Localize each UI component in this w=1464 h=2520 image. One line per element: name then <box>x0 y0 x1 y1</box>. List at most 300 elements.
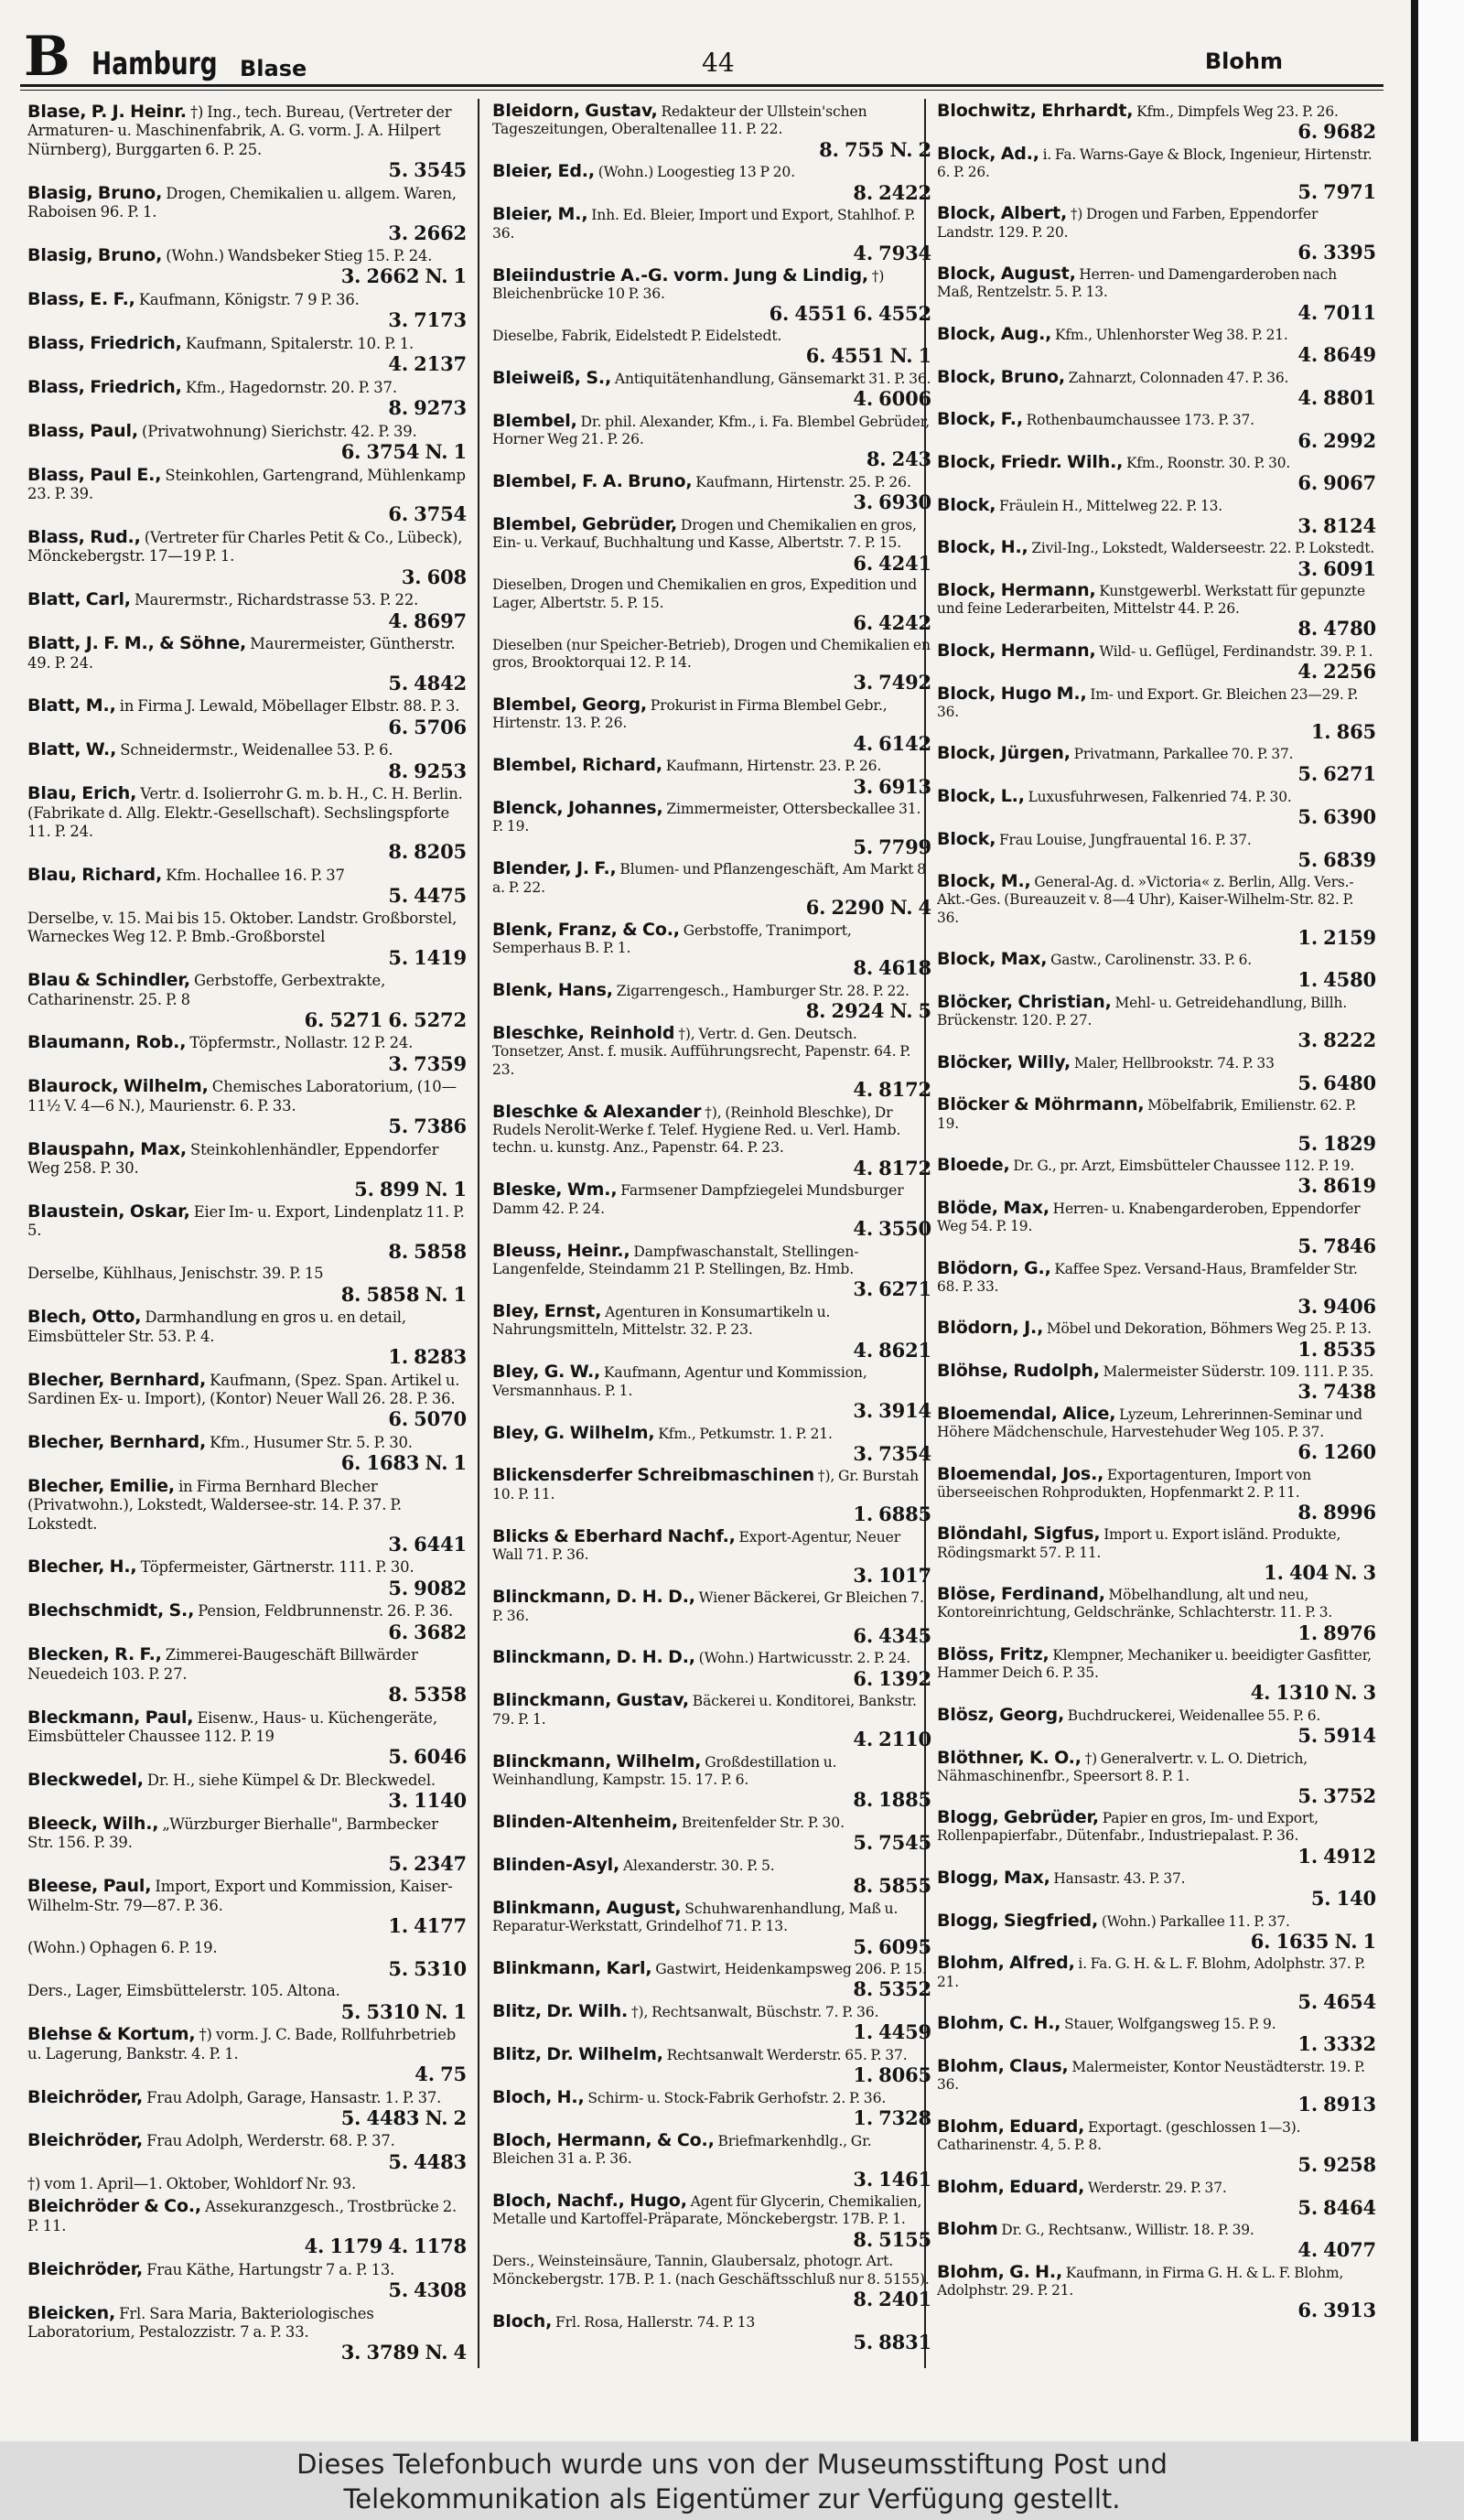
entry-name: Bleese, Paul, <box>27 1876 152 1897</box>
entry-details: Zimmerei-Baugeschäft Billwärder Neuedeich 103. P. 27. <box>27 1646 418 1683</box>
entry-details: Ders., Lager, Eimsbüttelerstr. 105. Altona. <box>27 1982 340 2000</box>
phone-number: 8. 243 <box>866 447 931 471</box>
entry-details: Gastwirt, Heidenkampsweg 206. P. 15. <box>655 1961 927 1978</box>
directory-entry <box>27 1140 467 1200</box>
phone-number: 5. 7386 <box>388 1115 467 1138</box>
entry-name: Blauspahn, Max, <box>27 1138 187 1159</box>
phone-number: 8. 9273 <box>388 396 467 420</box>
phone-number: 1. 8283 <box>388 1345 467 1369</box>
directory-entry <box>937 326 1376 365</box>
phone-number: 8. 1885 <box>853 1788 931 1812</box>
entry-name: Blaurock, Wilhelm, <box>27 1076 209 1097</box>
entry-details: Agenturen in Konsumartikeln u. Nahrungsmitteln, Mittelstr. 32. P. 23. <box>492 1303 831 1339</box>
directory-entry <box>937 411 1376 450</box>
directory-entry <box>492 2192 931 2250</box>
entry-details: (Wohn.) Hartwicusstr. 2. P. 24. <box>698 1650 911 1667</box>
phone-number: 6. 9682 <box>1297 120 1376 144</box>
entry-details: Eier Im- u. Export, Lindenplatz 11. P. 5. <box>27 1203 465 1240</box>
directory-entry <box>492 264 931 326</box>
phone-number: 5. 9082 <box>388 1576 467 1599</box>
directory-entry <box>937 1319 1376 1359</box>
directory-entry <box>492 1422 931 1465</box>
entry-details: Dr. H., siehe Kümpel & Dr. Bleckwedel. <box>146 1771 436 1789</box>
phone-number: 6. 3682 <box>388 1620 467 1643</box>
directory-entry <box>937 2015 1376 2054</box>
entry-name: Block, <box>937 494 996 515</box>
directory-entry <box>492 1854 931 1898</box>
phone-number: 5. 6095 <box>853 1934 931 1958</box>
directory-entry <box>937 2221 1376 2260</box>
phone-number: 3. 6930 <box>853 490 931 514</box>
column-divider <box>478 99 479 2368</box>
entry-name: Bleschke, Reinhold <box>492 1022 675 1043</box>
directory-entry <box>492 2043 931 2087</box>
directory-entry <box>937 1646 1376 1703</box>
phone-number: 3. 6913 <box>853 774 931 798</box>
entry-name: Blenck, Johannes, <box>492 798 663 819</box>
directory-entry <box>492 102 931 160</box>
entry-details: Kaufmann, Agentur und Kommission, Versmannhaus. P. 1. <box>492 1364 867 1399</box>
entry-name: Blenk, Franz, & Co., <box>492 919 680 940</box>
entry-details: Schneidermstr., Weidenallee 53. P. 6. <box>120 741 393 759</box>
directory-entry <box>27 1877 467 1936</box>
phone-number: 4. 8172 <box>853 1156 931 1179</box>
directory-entry <box>27 2175 467 2193</box>
phone-number: 8. 8996 <box>1297 1500 1376 1524</box>
entry-details: †) Drogen und Farben, Eppendorfer Landstr. 129. P. 20. <box>937 206 1319 241</box>
entry-details: Briefmarkenhdlg., Gr. Bleichen 31 a. P. 36. <box>492 2132 872 2168</box>
entry-details: Dieselbe, Fabrik, Eidelstedt P. Eidelstedt. <box>492 327 782 344</box>
entry-name: Bleichröder, <box>27 2258 144 2279</box>
entry-details: Zimmermeister, Ottersbeckallee 31. P. 19. <box>492 801 921 835</box>
directory-entry <box>937 1586 1376 1642</box>
entry-details: Assekuranzgesch., Trostbrücke 2. P. 11. <box>27 2198 458 2235</box>
entry-details: Kaufmann, in Firma G. H. & L. F. Blohm, Adolphstr. 29. P. 21. <box>937 2264 1344 2299</box>
directory-entry <box>27 422 467 462</box>
entry-name: Block, Albert, <box>937 203 1068 224</box>
entry-name: Blödorn, G., <box>937 1257 1051 1278</box>
phone-number: 8. 8205 <box>388 840 467 864</box>
entry-name: Bleske, Wm., <box>492 1179 618 1201</box>
directory-entry <box>492 2086 931 2130</box>
phone-number: 6. 3395 <box>1297 240 1376 264</box>
directory-entry <box>27 1601 467 1642</box>
entry-details: Frl. Rosa, Hallerstr. 74. P. 13 <box>554 2313 756 2331</box>
entry-details: Dieselben, Drogen und Chemikalien en gros, Expedition und Lager, Albertstr. 5. P. 15. <box>492 576 918 611</box>
directory-entry <box>27 910 467 968</box>
phone-number: 6. 5706 <box>388 715 467 738</box>
entry-details: General-Ag. d. »Victoria« z. Berlin, Allg. Vers.-Akt.-Ges. (Bureauzeit v. 8—4 Uhr), Kaiser-Wilhelm-Str. 82. P. 36. <box>937 874 1354 926</box>
entry-details: Kunstgewerbl. Werkstatt für gepunzte und feine Lederarbeiten, Mittelstr 44. P. 26. <box>937 583 1365 618</box>
directory-entry <box>27 2025 467 2084</box>
entry-name: Block, Hermann, <box>937 640 1096 661</box>
entry-details: Drogen, Chemikalien u. allgem. Waren, Raboisen 96. P. 1. <box>27 184 457 221</box>
entry-details: (Wohn.) Wandsbeker Stieg 15. P. 24. <box>166 247 433 265</box>
directory-entry <box>492 1811 931 1855</box>
directory-entry <box>492 1692 931 1750</box>
phone-number: 3. 3789 N. 4 <box>340 2341 467 2364</box>
directory-entry <box>27 2131 467 2171</box>
entry-name: Blinckmann, D. H. D., <box>492 1587 695 1608</box>
phone-number: 5. 5310 <box>388 1956 467 1980</box>
entry-details: Kaufmann, Spitalerstr. 10. P. 1. <box>185 334 414 352</box>
directory-entry <box>27 378 467 418</box>
phone-number: 3. 7438 <box>1297 1380 1376 1404</box>
entry-details: Möbelfabrik, Emilienstr. 62. P. 19. <box>937 1097 1357 1132</box>
directory-entry <box>27 2304 467 2364</box>
phone-number: 1. 4912 <box>1297 1844 1376 1868</box>
phone-number: 3. 608 <box>401 565 467 588</box>
entry-name: Blass, Paul E., <box>27 464 162 485</box>
entry-details: Derselbe, Kühlhaus, Jenischstr. 39. P. 15 <box>27 1265 324 1283</box>
directory-entry <box>27 634 467 694</box>
phone-number: 8. 755 N. 2 <box>819 137 931 161</box>
directory-entry <box>937 2118 1376 2175</box>
entry-details: Dr. phil. Alexander, Kfm., i. Fa. Blembel Gebrüder, Horner Weg 21. P. 26. <box>492 413 931 448</box>
entry-details: Exportagenturen, Import von überseeischen Rohprodukten, Hopfenmarkt 2. P. 11. <box>937 1466 1311 1501</box>
entry-name: Bleiweiß, S., <box>492 367 612 388</box>
phone-number: 4. 6142 <box>853 731 931 755</box>
phone-number: 4. 7011 <box>1297 300 1376 324</box>
directory-entry <box>937 1051 1376 1094</box>
entry-details: Klempner, Mechaniker u. beeidigter Gasfitter, Hammer Deich 6. P. 35. <box>937 1647 1372 1682</box>
directory-entry <box>492 1588 931 1646</box>
entry-details: Zigarrengesch., Hamburger Str. 28. P. 22. <box>616 982 910 999</box>
phone-number: 3. 7492 <box>853 671 931 695</box>
entry-details: Dr. G., Rechtsanw., Willistr. 18. P. 39. <box>1001 2222 1254 2239</box>
entry-details: Rechtsanwalt Werderstr. 65. P. 37. <box>666 2046 908 2063</box>
entry-name: Blender, J. F., <box>492 858 617 879</box>
entry-details: †) Bleichenbrücke 10 P. 36. <box>492 267 885 302</box>
entry-name: Blecher, H., <box>27 1556 137 1578</box>
entry-details: (Wohn.) Loogestieg 13 P 20. <box>597 164 796 181</box>
directory-entry <box>492 513 931 575</box>
entry-details: Alexanderstr. 30. P. 5. <box>622 1857 775 1874</box>
directory-entry <box>937 366 1376 409</box>
entry-details: Export-Agentur, Neuer Wall 71. P. 36. <box>492 1528 900 1564</box>
entry-name: Blöcker, Willy, <box>937 1051 1071 1072</box>
entry-name: Blehse & Kortum, <box>27 2024 196 2045</box>
phone-number: 6. 4241 <box>853 551 931 575</box>
entry-details: Blumen- und Pflanzengeschäft, Am Markt 8 a. P. 22. <box>492 861 926 896</box>
directory-entry <box>27 1477 467 1555</box>
entry-name: Block, Hugo M., <box>937 683 1087 704</box>
directory-entry <box>27 466 467 525</box>
directory-entry <box>27 334 467 374</box>
phone-number: 6. 5271 6. 5272 <box>304 1007 467 1031</box>
phone-number: 6. 4551 N. 1 <box>805 344 931 368</box>
directory-column-2 <box>492 102 931 2372</box>
phone-number: 6. 5070 <box>388 1407 467 1431</box>
phone-number: 5. 5914 <box>1297 1724 1376 1747</box>
directory-entry <box>492 2253 931 2310</box>
entry-details: Großdestillation u. Weinhandlung, Kampstr. 15. 17. P. 6. <box>492 1753 837 1789</box>
entry-details: Derselbe, v. 15. Mai bis 15. Oktober. Landstr. Großborstel, Warneckes Weg 12. P. Bmb.-Großborstel <box>27 909 458 946</box>
entry-details: Ders., Weinsteinsäure, Tannin, Glaubersalz, photogr. Art. Mönckebergstr. 17B. P. 1. (nach Geschäftsschluß nur 8. 5155). <box>492 2253 930 2288</box>
phone-number: 3. 6271 <box>853 1277 931 1301</box>
directory-entry <box>492 163 931 202</box>
header-divider <box>20 84 1383 87</box>
entry-details: in Firma J. Lewald, Möbellager Elbstr. 88. P. 3. <box>119 697 460 716</box>
entry-name: Block, Ad., <box>937 143 1039 164</box>
phone-number: 6. 9067 <box>1297 471 1376 495</box>
phone-number: 4. 7934 <box>853 242 931 265</box>
phone-number: 4. 2137 <box>388 352 467 376</box>
entry-name: Blembel, F. A. Bruno, <box>492 470 693 491</box>
entry-name: Bloch, H., <box>492 2086 585 2107</box>
directory-entry <box>937 2176 1376 2219</box>
entry-name: Blöde, Max, <box>937 1197 1050 1218</box>
entry-details: Wild- u. Geflügel, Ferdinandstr. 39. P. 1. <box>1099 642 1373 660</box>
phone-number: 5. 4483 <box>388 2149 467 2173</box>
directory-entry <box>937 1955 1376 2011</box>
phone-number: 1. 8976 <box>1297 1621 1376 1644</box>
entry-name: Blöhse, Rudolph, <box>937 1361 1100 1382</box>
entry-name: Bleckwedel, <box>27 1769 144 1790</box>
entry-name: Blecher, Emilie, <box>27 1475 175 1496</box>
binding-shadow <box>1411 0 1418 2441</box>
phone-number: 5. 8831 <box>853 2331 931 2354</box>
phone-number: 1. 4459 <box>853 2020 931 2044</box>
directory-entry <box>492 328 931 366</box>
phone-number: 8. 5155 <box>853 2227 931 2251</box>
directory-entry <box>27 2260 467 2300</box>
entry-name: Blinden-Asyl, <box>492 1854 620 1875</box>
phone-number: 5. 140 <box>1310 1887 1376 1911</box>
entry-details: Malermeister Süderstr. 109. 111. P. 35. <box>1103 1363 1374 1381</box>
entry-name: Blau, Erich, <box>27 783 137 804</box>
phone-number: 8. 5358 <box>388 1683 467 1707</box>
entry-name: Blembel, Gebrüder, <box>492 513 678 534</box>
page-number: 44 <box>702 48 735 78</box>
phone-number: 6. 2992 <box>1297 428 1376 452</box>
entry-name: Blech, Otto, <box>27 1307 142 1328</box>
entry-name: Bleichröder, <box>27 2130 144 2151</box>
entry-details: Kfm., Uhlenhorster Weg 38. P. 21. <box>1055 327 1288 344</box>
directory-entry <box>937 951 1376 990</box>
directory-entry <box>492 1101 931 1179</box>
directory-entry <box>492 1649 931 1688</box>
directory-entry <box>937 1463 1376 1524</box>
entry-details: †), Vertr. d. Gen. Deutsch. Tonsetzer, Anst. f. musik. Aufführungsrecht, Papenstr. 64. P. 23. <box>492 1025 911 1078</box>
directory-entry <box>492 206 931 264</box>
phone-number: 6. 1392 <box>853 1666 931 1690</box>
entry-details: Exportagt. (geschlossen 1—3). Catharinenstr. 4, 5. P. 8. <box>937 2118 1301 2153</box>
entry-name: Blechschmidt, S., <box>27 1600 195 1621</box>
page-edge <box>1411 0 1464 2441</box>
phone-number: 4. 4077 <box>1297 2238 1376 2262</box>
entry-name: Blinkmann, August, <box>492 1897 682 1918</box>
phone-number: 1. 8065 <box>853 2063 931 2087</box>
directory-entry <box>937 1809 1376 1866</box>
entry-name: Bleichröder, <box>27 2086 144 2107</box>
directory-entry <box>27 2197 467 2256</box>
phone-number: 6. 4551 6. 4552 <box>769 302 931 326</box>
entry-name: Bleicken, <box>27 2302 116 2323</box>
entry-details: Kaufmann, Königstr. 7 9 P. 36. <box>138 290 360 308</box>
entry-details: Farmsener Dampfziegelei Mundsburger Damm 42. P. 24. <box>492 1182 904 1217</box>
entry-name: Blase, P. J. Heinr. <box>27 102 187 122</box>
entry-name: Block, Max, <box>937 949 1048 970</box>
entry-name: Bley, Ernst, <box>492 1300 602 1321</box>
directory-entry <box>937 102 1376 142</box>
directory-entry <box>492 800 931 857</box>
entry-details: Kaffee Spez. Versand-Haus, Bramfelder Str. 68. P. 33. <box>937 1260 1358 1295</box>
directory-entry <box>27 740 467 781</box>
footer-line-2: Telekommunikation als Eigentümer zur Verfügung gestellt. <box>343 2483 1121 2515</box>
entry-details: Stauer, Wolfgangsweg 15. P. 9. <box>1064 2016 1276 2033</box>
directory-entry <box>937 642 1376 682</box>
entry-details: Inh. Ed. Bleier, Import und Export, Stahlhof. P. 36. <box>492 207 916 242</box>
entry-details: i. Fa. G. H. & L. F. Blohm, Adolphstr. 37. P. 21. <box>937 1955 1366 1990</box>
phone-number: 4. 8801 <box>1297 385 1376 409</box>
directory-entry <box>27 1771 467 1811</box>
directory-entry <box>27 1202 467 1262</box>
phone-number: 1. 8913 <box>1297 2093 1376 2116</box>
phone-number: 3. 1461 <box>853 2167 931 2191</box>
directory-entry <box>27 1077 467 1136</box>
entry-name: Block, Aug., <box>937 324 1052 345</box>
entry-name: Blatt, W., <box>27 739 117 760</box>
entry-details: Steinkohlen, Gartengrand, Mühlenkamp 23. P. 39. <box>27 466 466 502</box>
phone-number: 3. 1017 <box>853 1563 931 1587</box>
entry-name: Blohm, Alfred, <box>937 1953 1075 1974</box>
entry-details: Darmhandlung en gros u. en detail, Eimsbütteler Str. 53. P. 4. <box>27 1308 406 1345</box>
entry-name: Blösz, Georg, <box>937 1704 1065 1725</box>
phone-number: 5. 1829 <box>1297 1131 1376 1155</box>
phone-number: 5. 5310 N. 1 <box>340 1999 467 2023</box>
directory-entry <box>27 1033 467 1073</box>
entry-details: Kfm., Husumer Str. 5. P. 30. <box>210 1433 413 1451</box>
phone-number: 3. 6441 <box>388 1532 467 1556</box>
entry-name: Block, F., <box>937 409 1023 430</box>
phone-number: 4. 8172 <box>853 1078 931 1102</box>
phone-number: 5. 6046 <box>388 1745 467 1769</box>
entry-details: Kfm., Hagedornstr. 20. P. 37. <box>185 378 397 396</box>
directory-entry <box>492 1467 931 1524</box>
entry-details: Import, Export und Kommission, Kaiser-Wilhelm-Str. 79—87. P. 36. <box>27 1878 453 1914</box>
entry-details: Eisenw., Haus- u. Küchengeräte, Eimsbütteler Chaussee 112. P. 19 <box>27 1708 437 1745</box>
entry-name: Bleier, M., <box>492 204 588 225</box>
entry-name: Blasig, Bruno, <box>27 245 163 266</box>
entry-details: Kfm., Petkumstr. 1. P. 21. <box>658 1425 833 1442</box>
directory-entry <box>27 1982 467 2021</box>
entry-details: Schuhwarenhandlung, Maß u. Reparatur-Werkstatt, Grindelhof 71. P. 13. <box>492 1900 899 1935</box>
entry-name: Blinckmann, Wilhelm, <box>492 1750 702 1772</box>
entry-name: Blochwitz, Ehrhardt, <box>937 102 1134 121</box>
phone-number: 3. 2662 N. 1 <box>340 264 467 288</box>
phone-number: 1. 7328 <box>853 2106 931 2130</box>
entry-name: Block, August, <box>937 264 1076 285</box>
entry-details: Luxusfuhrwesen, Falkenried 74. P. 30. <box>1028 788 1292 805</box>
directory-entry <box>937 1197 1376 1258</box>
directory-entry <box>492 1022 931 1102</box>
directory-entry <box>937 205 1376 262</box>
directory-entry <box>492 921 931 979</box>
entry-details: Schirm- u. Stock-Fabrik Gerhofstr. 2. P. 36. <box>587 2089 887 2106</box>
phone-number: 5. 8464 <box>1297 2195 1376 2219</box>
directory-entry <box>937 145 1376 202</box>
phone-number: 1. 2159 <box>1297 925 1376 949</box>
phone-number: 3. 8222 <box>1297 1028 1376 1052</box>
directory-entry <box>27 184 467 243</box>
phone-number: 5. 7545 <box>853 1831 931 1855</box>
page-header <box>20 25 1383 89</box>
entry-details: Pension, Feldbrunnenstr. 26. P. 36. <box>198 1602 454 1621</box>
entry-details: Frau Käthe, Hartungstr 7 a. P. 13. <box>146 2260 395 2278</box>
phone-number: 4. 8649 <box>1297 343 1376 367</box>
entry-name: Block, H., <box>937 537 1028 558</box>
entry-details: (Vertreter für Charles Petit & Co., Lübeck), Mönckebergstr. 17—19 P. 1. <box>27 528 463 565</box>
phone-number: 5. 6390 <box>1297 805 1376 829</box>
entry-details: Malermeister, Kontor Neustädterstr. 19. P. 36. <box>937 2058 1365 2094</box>
phone-number: 5. 4483 N. 2 <box>340 2105 467 2129</box>
entry-name: Blinckmann, D. H. D., <box>492 1647 695 1668</box>
phone-number: 4. 2110 <box>853 1728 931 1751</box>
directory-entry <box>937 265 1376 322</box>
phone-number: 1. 4177 <box>388 1913 467 1937</box>
entry-name: Bloemendal, Jos., <box>937 1463 1104 1484</box>
phone-number: 5. 1419 <box>388 945 467 969</box>
directory-entry <box>492 1960 931 1999</box>
entry-details: Prokurist in Firma Blembel Gebr., Hirtenstr. 13. P. 26. <box>492 696 888 732</box>
directory-entry <box>492 1240 931 1301</box>
directory-entry <box>937 1096 1376 1153</box>
phone-number: 1. 865 <box>1310 719 1376 743</box>
entry-details: Fräulein H., Mittelweg 22. P. 13. <box>999 497 1223 514</box>
entry-name: Blohm <box>937 2219 998 2240</box>
directory-entry <box>492 696 931 754</box>
entry-name: Blinckmann, Gustav, <box>492 1690 689 1711</box>
entry-details: †), (Reinhold Bleschke), Dr Rudels Nerolit-Werke f. Telef. Hygiene Red. u. Verl. Hamb. techn. u. kunstg. Anz., Papenstr. 64. P. 23. <box>492 1104 901 1157</box>
phone-number: 8. 5858 N. 1 <box>340 1282 467 1306</box>
entry-details: Kaufmann, (Spez. Span. Artikel u. Sardinen Ex- u. Import), (Kontor) Neuer Wall 26. 28. P. 36. <box>27 1371 460 1407</box>
entry-name: Block, M., <box>937 871 1031 892</box>
entry-details: Maurermeister, Güntherstr. 49. P. 24. <box>27 635 456 672</box>
entry-name: Blinden-Altenheim, <box>492 1811 678 1832</box>
phone-number: 5. 6271 <box>1297 762 1376 786</box>
phone-number: 4. 1310 N. 3 <box>1250 1681 1376 1705</box>
phone-number: 8. 5858 <box>388 1239 467 1263</box>
directory-entry <box>492 2000 931 2044</box>
phone-number: 4. 2256 <box>1297 660 1376 683</box>
first-entry-keyword: Blase <box>240 56 307 81</box>
entry-name: Blohm, Claus, <box>937 2055 1069 2076</box>
entry-name: Blogg, Max, <box>937 1868 1050 1889</box>
entry-name: Block, L., <box>937 785 1025 806</box>
phone-number: 8. 9253 <box>388 759 467 782</box>
entry-name: Blödorn, J., <box>937 1318 1044 1339</box>
directory-entry <box>27 971 467 1030</box>
entry-details: in Firma Bernhard Blecher (Privatwohn.), Lokstedt, Waldersee-str. 14. P. 37. P. Lokstedt. <box>27 1477 402 1533</box>
directory-entry <box>937 1257 1376 1318</box>
phone-number: 5. 9258 <box>1297 2153 1376 2177</box>
entry-details: †), Gr. Burstah 10. P. 11. <box>492 1468 920 1502</box>
entry-details: Maler, Hellbrookstr. 74. P. 33 <box>1073 1054 1275 1072</box>
directory-entry <box>27 1433 467 1473</box>
phone-number: 4. 3550 <box>853 1217 931 1241</box>
phone-number: 5. 4654 <box>1297 1989 1376 2013</box>
entry-details: Drogen und Chemikalien en gros, Ein- u. Verkauf, Buchhaltung und Kasse, Albertstr. 7. P. 15. <box>492 516 917 552</box>
phone-number: 3. 2662 <box>388 221 467 244</box>
entry-name: Blaumann, Rob., <box>27 1032 187 1053</box>
phone-number: 5. 3752 <box>1297 1783 1376 1807</box>
phone-number: 5. 899 N. 1 <box>354 1177 467 1201</box>
entry-details: Mehl- u. Getreidehandlung, Billh. Brückenstr. 120. P. 27. <box>937 994 1348 1029</box>
phone-number: 6. 3913 <box>1297 2299 1376 2322</box>
entry-name: Bloch, <box>492 2310 553 2332</box>
phone-number: 6. 4345 <box>853 1623 931 1647</box>
